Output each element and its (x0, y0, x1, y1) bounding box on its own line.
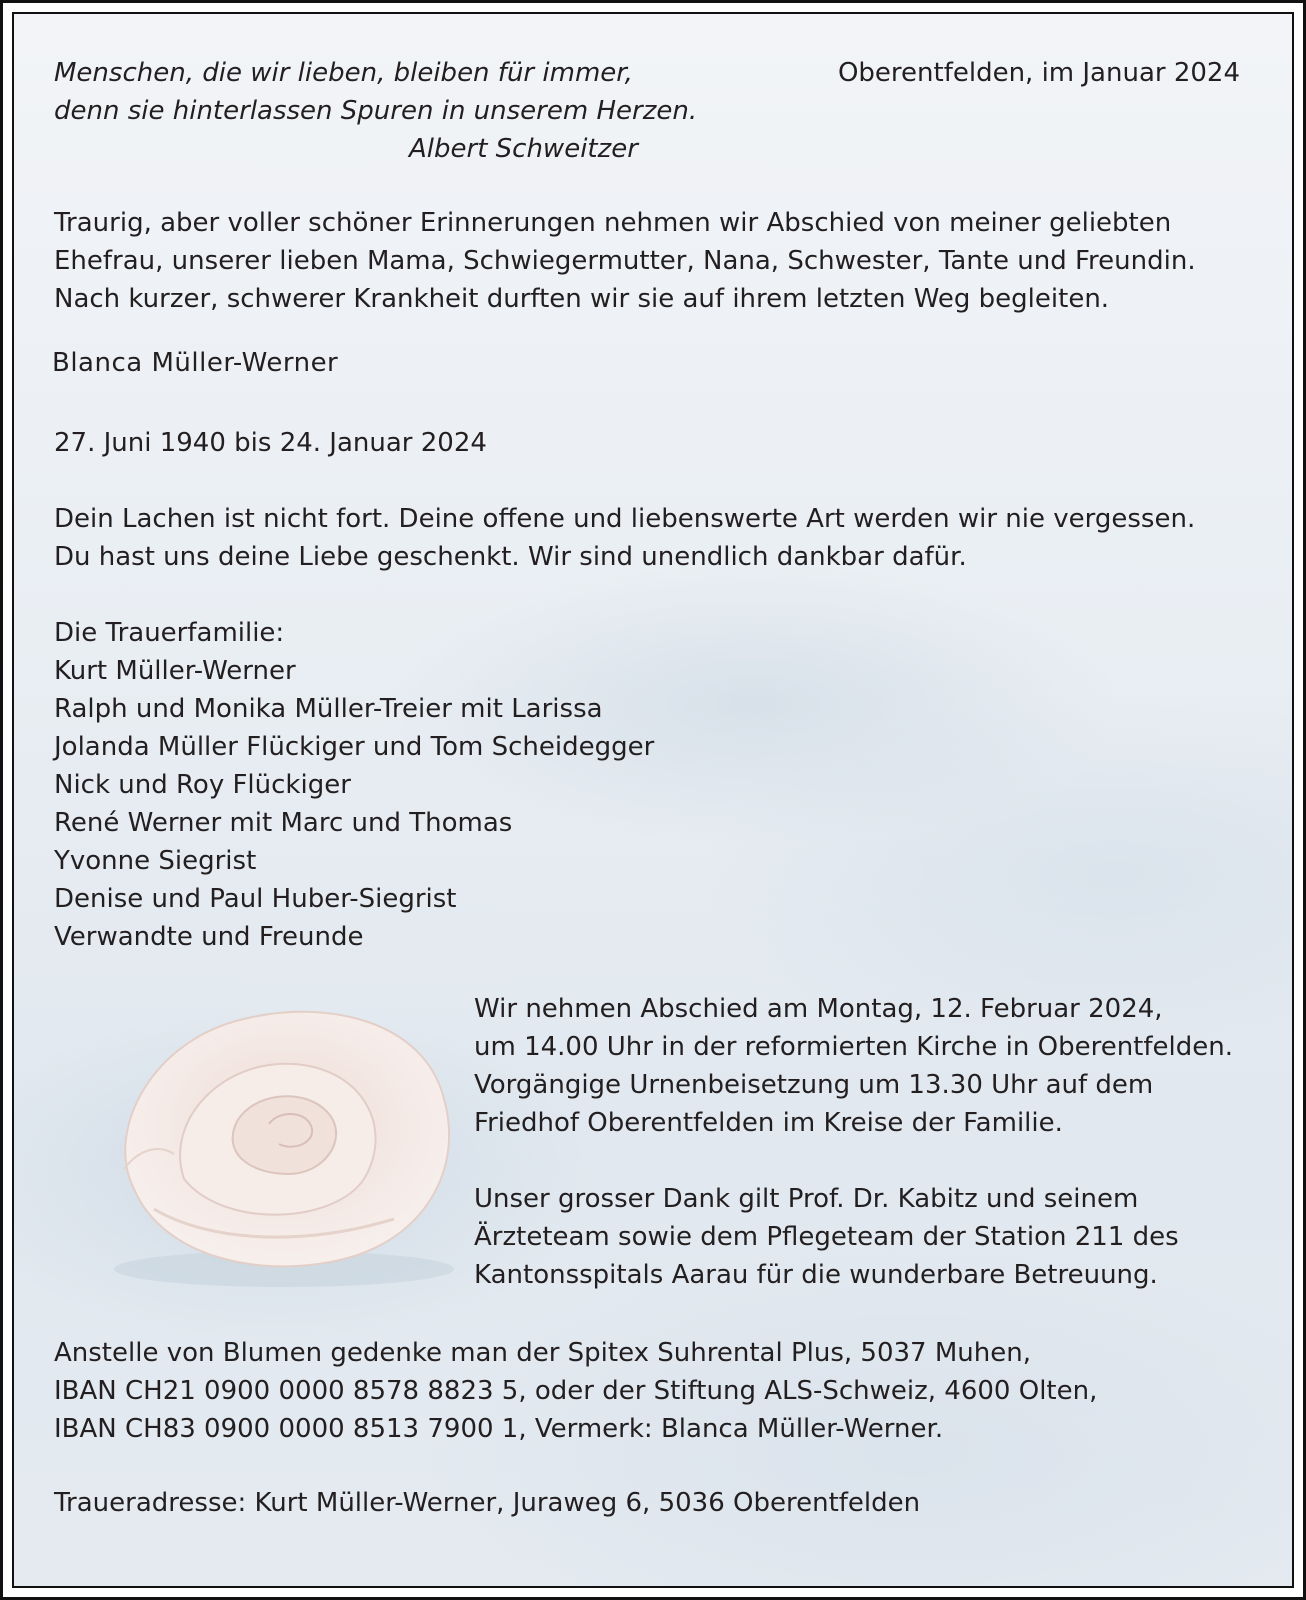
intro-line: Ehefrau, unserer lieben Mama, Schwiegermutter, Nana, Schwester, Tante und Freundin. (54, 246, 1196, 276)
family-member: Ralph und Monika Müller-Treier mit Larissa (54, 694, 603, 724)
family-member: René Werner mit Marc und Thomas (54, 808, 513, 838)
place-date: Oberentfelden, im Januar 2024 (837, 58, 1240, 88)
quote-author: Albert Schweitzer (409, 134, 638, 164)
life-dates: 27. Juni 1940 bis 24. Januar 2024 (54, 428, 487, 458)
obituary-card (12, 12, 1294, 1588)
donation-line: IBAN CH83 0900 0000 8513 7900 1, Vermerk: Blanca Müller-Werner. (54, 1414, 944, 1444)
donation-line: IBAN CH21 0900 0000 8578 8823 5, oder der Stiftung ALS-Schweiz, 4600 Olten, (54, 1376, 1098, 1406)
intro-text (54, 204, 1196, 318)
donation-info (54, 1334, 1097, 1448)
rose-illustration (94, 979, 474, 1299)
family-member: Verwandte und Freunde (54, 922, 364, 952)
ceremony-info (474, 990, 1233, 1142)
ceremony-line: Wir nehmen Abschied am Montag, 12. Februar 2024, (474, 994, 1163, 1024)
family-member: Denise und Paul Huber-Siegrist (54, 884, 457, 914)
thanks-line: Unser grosser Dank gilt Prof. Dr. Kabitz und seinem (474, 1184, 1139, 1214)
ceremony-line: Vorgängige Urnenbeisetzung um 13.30 Uhr auf dem (474, 1070, 1154, 1100)
personal-message (54, 500, 1195, 576)
deceased-name: Blanca Müller-Werner (52, 348, 339, 378)
memorial-quote (54, 54, 697, 168)
message-line: Dein Lachen ist nicht fort. Deine offene und liebenswerte Art werden wir nie vergessen. (54, 504, 1196, 534)
mourning-address: Traueradresse: Kurt Müller-Werner, Juraweg 6, 5036 Oberentfelden (54, 1488, 921, 1518)
thanks-text (474, 1180, 1179, 1294)
family-member: Jolanda Müller Flückiger und Tom Scheidegger (54, 732, 655, 762)
thanks-line: Ärzteteam sowie dem Pflegeteam der Station 211 des (474, 1222, 1179, 1252)
family-member: Kurt Müller-Werner (54, 656, 296, 686)
family-list (54, 614, 654, 956)
ceremony-line: um 14.00 Uhr in der reformierten Kirche in Oberentfelden. (474, 1032, 1233, 1062)
family-member: Nick und Roy Flückiger (54, 770, 351, 800)
family-member: Yvonne Siegrist (54, 846, 257, 876)
ceremony-line: Friedhof Oberentfelden im Kreise der Familie. (474, 1108, 1063, 1138)
message-line: Du hast uns deine Liebe geschenkt. Wir sind unendlich dankbar dafür. (54, 542, 967, 572)
intro-line: Nach kurzer, schwerer Krankheit durften wir sie auf ihrem letzten Weg begleiten. (54, 284, 1110, 314)
quote-line: Menschen, die wir lieben, bleiben für immer, (54, 58, 633, 88)
intro-line: Traurig, aber voller schöner Erinnerungen nehmen wir Abschied von meiner geliebten (54, 208, 1172, 238)
quote-line: denn sie hinterlassen Spuren in unserem Herzen. (54, 96, 698, 126)
family-heading: Die Trauerfamilie: (54, 618, 285, 648)
donation-line: Anstelle von Blumen gedenke man der Spitex Suhrental Plus, 5037 Muhen, (54, 1338, 1031, 1368)
thanks-line: Kantonsspitals Aarau für die wunderbare Betreuung. (474, 1260, 1158, 1290)
